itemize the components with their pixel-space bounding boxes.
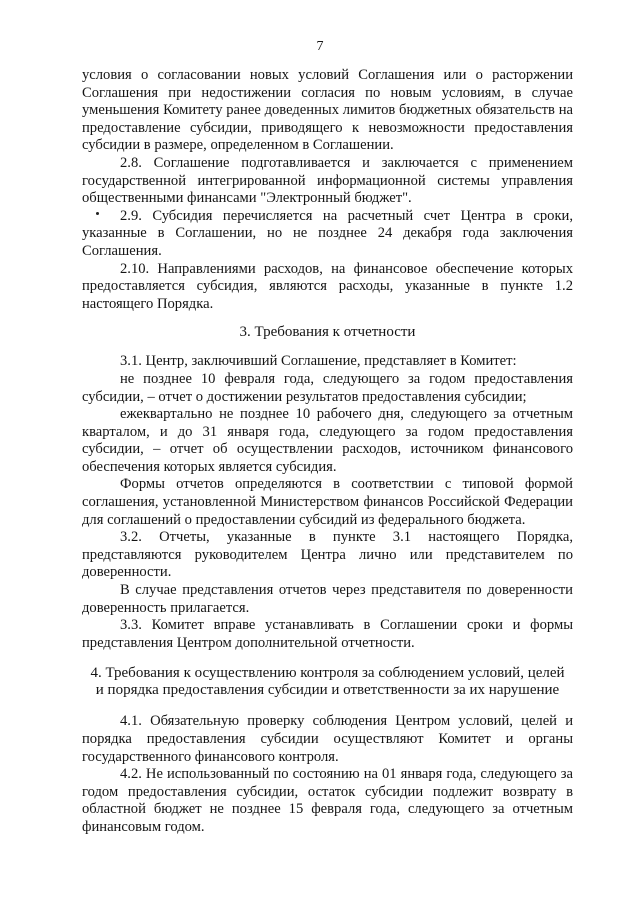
paragraph-3-3: 3.3. Комитет вправе устанавливать в Соглашении сроки и формы представления Центром дополнительной отчетности. xyxy=(82,617,573,651)
paragraph-2-10: 2.10. Направлениями расходов, на финансовое обеспечение которых предоставляется субсидия, являются расходы, указанные в пункте 1.2 настоящего Порядка. xyxy=(82,260,573,312)
paragraph-3-1-item-2: ежеквартально не позднее 10 рабочего дня, следующего за отчетным кварталом, и до 31 января года, следующего за годом предоставления субсидии, – отчет об осуществлении расходов, источником финансового обеспечения которых является субсидия. xyxy=(82,406,573,475)
document-body xyxy=(82,67,573,837)
paragraph-4-1: 4.1. Обязательную проверку соблюдения Центром условий, целей и порядка предоставления субсидии осуществляют Комитет и органы государственного финансового контроля. xyxy=(82,713,573,765)
paragraph: условия о согласовании новых условий Соглашения или о расторжении Соглашения при недостижении согласия по новым условиям, в случае уменьшения Комитету ранее доведенных лимитов бюджетных обязательств на предоставление субсидии, приводящего к невозможности предоставления субсидии в размере, определенном в Соглашении. xyxy=(82,67,573,154)
paragraph-3-2: 3.2. Отчеты, указанные в пункте 3.1 настоящего Порядка, представляются руководителем Центра лично или представителем по доверенности. xyxy=(82,529,573,581)
page-number: 7 xyxy=(316,39,324,54)
paragraph-3-1-item-1: не позднее 10 февраля года, следующего за годом предоставления субсидии, – отчет о достижении результатов предоставления субсидии; xyxy=(82,370,573,405)
section-4-heading-line-1: 4. Требования к осуществлению контроля за соблюдением условий, целей xyxy=(90,665,565,682)
section-4-heading xyxy=(82,665,573,699)
section-3-heading: 3. Требования к отчетности xyxy=(239,324,416,341)
paragraph-2-8: 2.8. Соглашение подготавливается и заключается с применением государственной интегрированной информационной системы управления общественными финансами "Электронный бюджет". xyxy=(82,154,573,207)
paragraph-2-9: 2.9. Субсидия перечисляется на расчетный счет Центра в сроки, указанные в Соглашении, но не позднее 24 декабря года заключения Соглашения. xyxy=(82,207,573,259)
paragraph-3-1: 3.1. Центр, заключивший Соглашение, представляет в Комитет: xyxy=(120,353,517,370)
section-4-heading-line-2: и порядка предоставления субсидии и ответственности за их нарушение xyxy=(95,682,560,699)
paragraph-4-2: 4.2. Не использованный по состоянию на 01 января года, следующего за годом предоставления субсидии, остаток субсидии подлежит возврату в областной бюджет не позднее 15 февраля года, следующего за отчетным финансовым годом. xyxy=(82,766,573,835)
paragraph-proxy: В случае представления отчетов через представителя по доверенности доверенность прилагается. xyxy=(82,582,573,616)
paragraph-report-forms: Формы отчетов определяются в соответствии с типовой формой соглашения, установленной Министерством финансов Российской Федерации для соглашений о предоставлении субсидий из федерального бюджета. xyxy=(82,476,573,528)
